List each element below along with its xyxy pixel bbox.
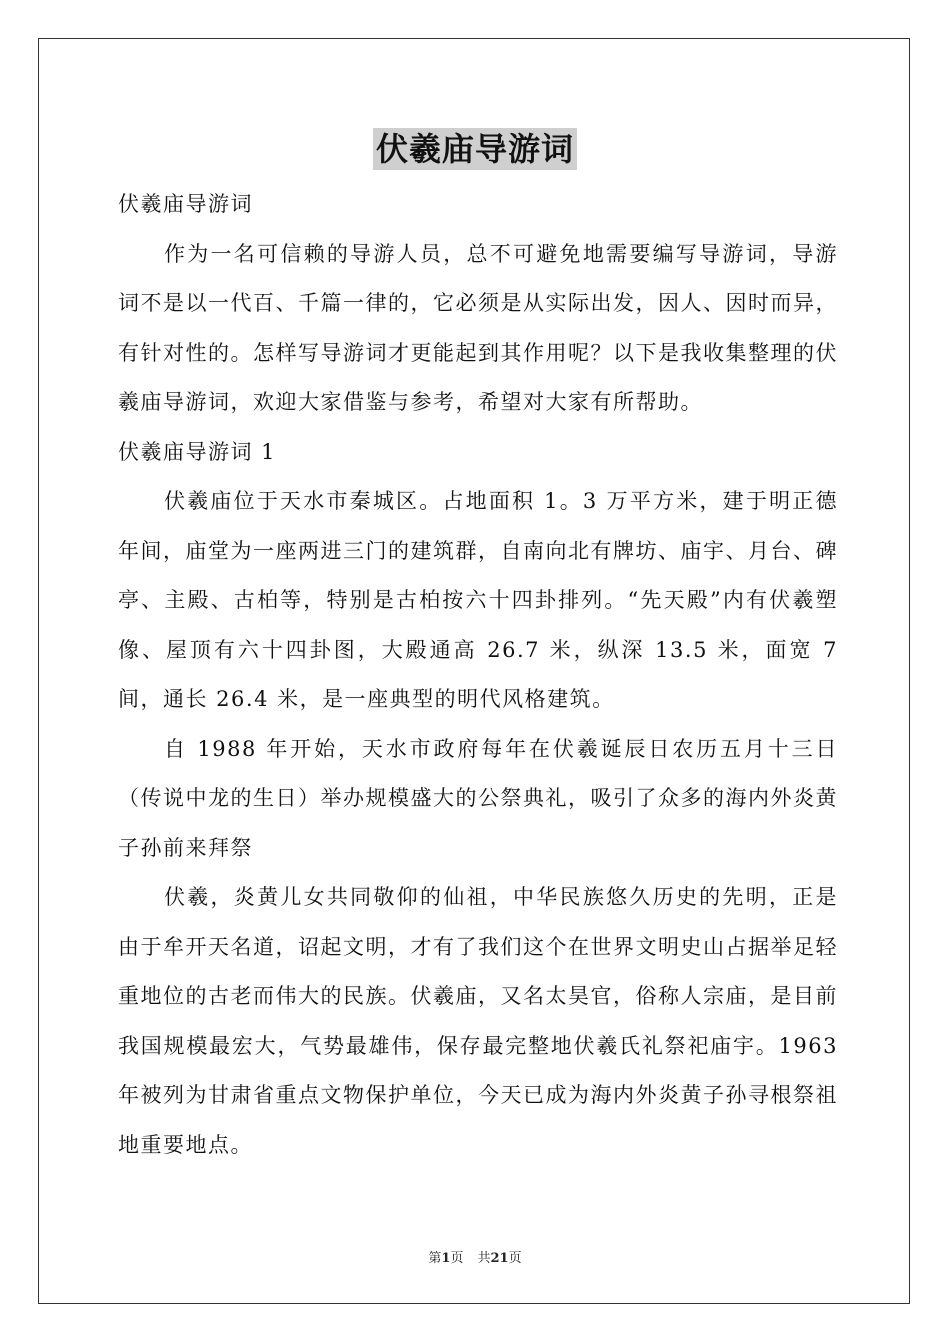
paragraph: 伏羲庙导游词 1 [118,439,277,464]
paragraph: 作为一名可信赖的导游人员，总不可避免地需要编写导游词，导游词不是以一代百、千篇一律的，它必须是从实际出发，因人、因时而异，有针对性的。怎样写导游词才更能起到其作用呢？以下是我收集整理的伏羲庙导游词，欢迎大家借鉴与参考，希望对大家有所帮助。 [118,241,838,414]
page-number: 1 [441,1251,451,1266]
total-pages: 21 [490,1251,509,1266]
page-suffix: 页 [450,1251,464,1266]
paragraph: 自 1988 年开始，天水市政府每年在伏羲诞辰日农历五月十三日（传说中龙的生日）举办规模盛大的公祭典礼，吸引了众多的海内外炎黄子孙前来拜祭 [118,736,838,860]
total-suffix: 页 [508,1251,522,1266]
paragraph: 伏羲庙位于天水市秦城区。占地面积 1。3 万平方米，建于明正德年间，庙堂为一座两进三门的建筑群，自南向北有牌坊、庙宇、月台、碑亭、主殿、古柏等，特别是古柏按六十四卦排列。“先天殿”内有伏羲塑像、屋顶有六十四卦图，大殿通高 26.7 米，纵深 13.5 米，面宽 7 间，通长 26.4 米，是一座典型的明代风格建筑。 [118,489,838,711]
page-footer [0,1247,950,1266]
document-body [118,180,838,1170]
title-container [0,128,950,170]
paragraph: 伏羲庙导游词 [118,192,253,216]
paragraph: 伏羲，炎黄儿女共同敬仰的仙祖，中华民族悠久历史的先明，正是由于牟开天名道，诏起文明，才有了我们这个在世界文明史山占据举足轻重地位的古老而伟大的民族。伏羲庙，又名太昊官，俗称人宗庙，是目前我国规模最宏大，气势最雄伟，保存最完整地伏羲氏礼祭祀庙宇。1963 年被列为甘肃省重点文物保护单位，今天已成为海内外炎黄子孙寻根祭祖地重要地点。 [118,885,838,1157]
total-prefix: 共 [477,1251,491,1266]
page-prefix: 第 [428,1251,442,1266]
document-title: 伏羲庙导游词 [373,128,577,170]
